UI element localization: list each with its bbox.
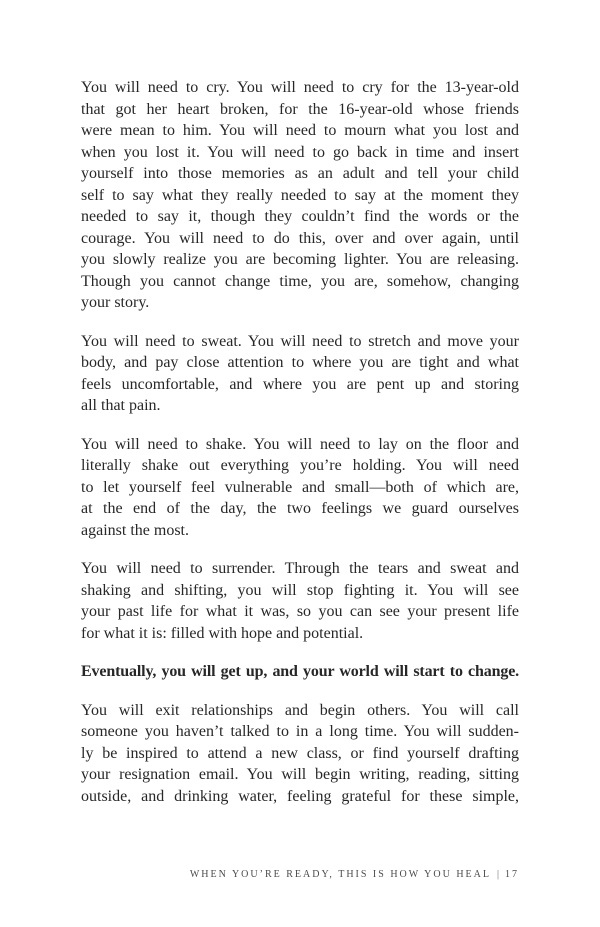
text-line: literally shake out everything you’re holding. You will need (81, 457, 519, 474)
body-text (81, 77, 519, 807)
text-line: your story. (81, 294, 150, 311)
text-line: your resignation email. You will begin writing, reading, sitting (81, 766, 519, 783)
paragraph-sweat (81, 331, 519, 417)
running-footer (190, 869, 519, 880)
paragraph-exit (81, 700, 519, 808)
text-line: outside, and drinking water, feeling grateful for these simple, (81, 787, 519, 805)
text-line: You will need to surrender. Through the tears and sweat and (81, 560, 519, 577)
text-line: self to say what they really needed to say at the moment they (81, 186, 519, 204)
text-line: yourself into those memories as an adult and tell your child (81, 165, 519, 182)
text-line: that got her heart broken, for the 16-year-old whose friends (81, 100, 519, 118)
text-line: feels uncomfortable, and where you are pent up and storing (81, 375, 519, 393)
text-line: needed to say it, though they couldn’t find the words or the (81, 208, 519, 225)
text-line: You will need to cry. You will need to cry for the 13-year-old (81, 79, 519, 96)
page-number: 17 (505, 869, 519, 880)
text-line: for what it is: filled with hope and potential. (81, 624, 364, 642)
text-line: courage. You will need to do this, over and over again, until (81, 229, 519, 247)
footer-separator: | (496, 869, 501, 880)
text-line: all that pain. (81, 397, 161, 414)
text-line: ly be inspired to attend a new class, or find yourself drafting (81, 744, 519, 762)
text-line: You will need to shake. You will need to lay on the floor and (81, 435, 519, 453)
paragraph-surrender (81, 558, 519, 644)
emphasis-line (81, 661, 519, 683)
text-line: you slowly realize you are becoming lighter. You are releasing. (81, 251, 519, 268)
text-line: to let yourself feel vulnerable and small—both of which are, (81, 478, 519, 496)
running-title: WHEN YOU’RE READY, THIS IS HOW YOU HEAL (189, 869, 491, 880)
text-line: You will need to sweat. You will need to stretch and move your (81, 332, 519, 350)
text-line: were mean to him. You will need to mourn what you lost and (81, 122, 519, 139)
text-line: Eventually, you will get up, and your world will start to change. (81, 663, 519, 680)
text-line: someone you haven’t talked to in a long time. You will sudden- (81, 723, 519, 740)
text-line: shaking and shifting, you will stop fighting it. You will see (81, 581, 519, 599)
text-line: when you lost it. You will need to go back in time and insert (81, 143, 519, 161)
text-line: Though you cannot change time, you are, somehow, changing (81, 272, 519, 290)
paragraph-shake (81, 434, 519, 542)
text-line: at the end of the day, the two feelings we guard ourselves (81, 500, 519, 517)
paragraph-cry (81, 77, 519, 314)
text-line: body, and pay close attention to where you are tight and what (81, 354, 519, 371)
text-line: your past life for what it was, so you can see your present life (81, 603, 519, 620)
text-line: against the most. (81, 521, 189, 539)
text-line: You will exit relationships and begin others. You will call (81, 701, 519, 719)
